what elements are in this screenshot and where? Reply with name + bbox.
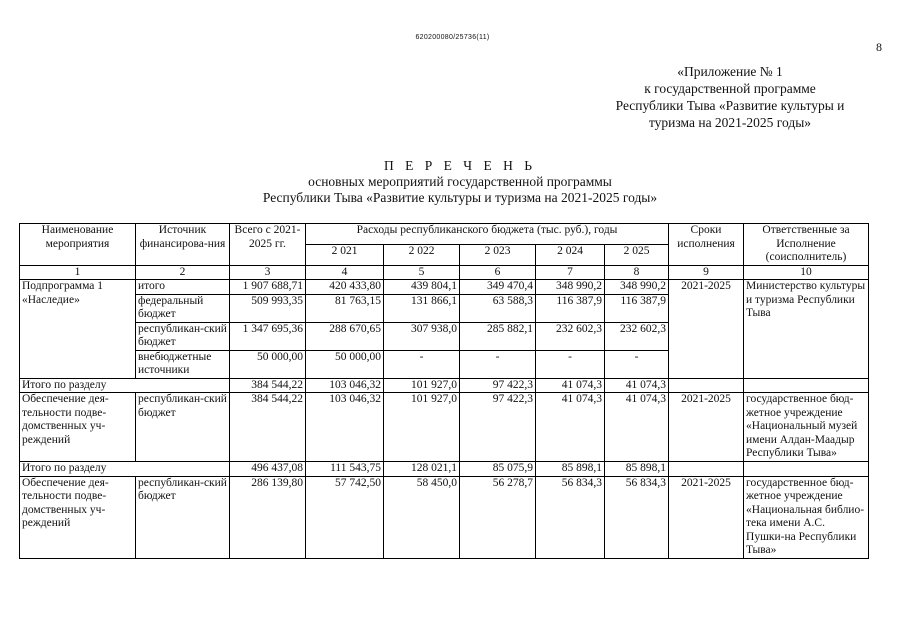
column-number: 5 xyxy=(384,265,460,280)
header-year: 2 021 xyxy=(306,244,384,265)
year-cell: 41 074,3 xyxy=(605,393,669,462)
responsible-cell xyxy=(744,462,869,477)
year-cell: 85 898,1 xyxy=(536,462,605,477)
measure-name: Обеспечение дея-тельности подве-домственных уч-реждений xyxy=(20,476,136,558)
responsible-cell xyxy=(744,378,869,393)
table-row xyxy=(20,476,869,558)
header-source: Источник финансирова-ния xyxy=(136,224,230,266)
column-number-row xyxy=(20,265,869,280)
total-cell: 1 907 688,71 xyxy=(230,280,306,295)
column-number: 9 xyxy=(669,265,744,280)
year-cell: 131 866,1 xyxy=(384,294,460,322)
year-cell: 288 670,65 xyxy=(306,322,384,350)
table-row xyxy=(20,280,869,295)
page-number: 8 xyxy=(876,40,882,54)
section-total-row xyxy=(20,462,869,477)
header-row xyxy=(20,224,869,245)
year-cell: 439 804,1 xyxy=(384,280,460,295)
header-total: Всего с 2021-2025 гг. xyxy=(230,224,306,266)
document-id: 620200080/25736(11) xyxy=(415,34,490,41)
table-row xyxy=(20,393,869,462)
year-cell: - xyxy=(605,350,669,378)
year-cell: 85 075,9 xyxy=(460,462,536,477)
document-title xyxy=(150,158,770,206)
appendix-line: туризма на 2021-2025 годы» xyxy=(648,115,812,130)
total-cell: 509 993,35 xyxy=(230,294,306,322)
year-cell: 56 834,3 xyxy=(605,476,669,558)
source-cell: итого xyxy=(136,280,230,295)
year-cell: - xyxy=(536,350,605,378)
year-cell: 349 470,4 xyxy=(460,280,536,295)
total-cell: 384 544,22 xyxy=(230,378,306,393)
year-cell: 41 074,3 xyxy=(605,378,669,393)
year-cell: 103 046,32 xyxy=(306,378,384,393)
year-cell: 128 021,1 xyxy=(384,462,460,477)
year-cell: - xyxy=(460,350,536,378)
responsible-cell: государственное бюд-жетное учреждение «Национальная библио-тека имени А.С. Пушки-на Республики Тыва» xyxy=(744,476,869,558)
header-year: 2 024 xyxy=(536,244,605,265)
header-year: 2 023 xyxy=(460,244,536,265)
term-cell: 2021-2025 xyxy=(669,280,744,379)
total-cell: 286 139,80 xyxy=(230,476,306,558)
column-number: 6 xyxy=(460,265,536,280)
column-number: 7 xyxy=(536,265,605,280)
year-cell: 101 927,0 xyxy=(384,378,460,393)
column-number: 8 xyxy=(605,265,669,280)
appendix-line: к государственной программе xyxy=(644,81,816,96)
term-cell: 2021-2025 xyxy=(669,476,744,558)
header-name: Наименование мероприятия xyxy=(20,224,136,266)
source-cell: внебюджетные источники xyxy=(136,350,230,378)
measures-table xyxy=(19,223,869,559)
year-cell: - xyxy=(384,350,460,378)
column-number: 1 xyxy=(20,265,136,280)
total-cell: 1 347 695,36 xyxy=(230,322,306,350)
column-number: 4 xyxy=(306,265,384,280)
year-cell: 56 834,3 xyxy=(536,476,605,558)
year-cell: 232 602,3 xyxy=(605,322,669,350)
year-cell: 348 990,2 xyxy=(605,280,669,295)
total-cell: 50 000,00 xyxy=(230,350,306,378)
year-cell: 307 938,0 xyxy=(384,322,460,350)
source-cell: республикан-ский бюджет xyxy=(136,322,230,350)
source-cell: республикан-ский бюджет xyxy=(136,476,230,558)
year-cell: 97 422,3 xyxy=(460,393,536,462)
title-line: основных мероприятий государственной программы xyxy=(308,174,612,189)
term-cell xyxy=(669,378,744,393)
source-cell: республикан-ский бюджет xyxy=(136,393,230,462)
responsible-cell: Министерство культуры и туризма Республики Тыва xyxy=(744,280,869,379)
year-cell: 103 046,32 xyxy=(306,393,384,462)
column-number: 3 xyxy=(230,265,306,280)
year-cell: 116 387,9 xyxy=(605,294,669,322)
total-cell: 384 544,22 xyxy=(230,393,306,462)
header-expenses: Расходы республиканского бюджета (тыс. руб.), годы xyxy=(306,224,669,245)
year-cell: 285 882,1 xyxy=(460,322,536,350)
year-cell: 97 422,3 xyxy=(460,378,536,393)
header-responsible: Ответственные за Исполнение (соисполнитель) xyxy=(744,224,869,266)
header-year: 2 022 xyxy=(384,244,460,265)
year-cell: 41 074,3 xyxy=(536,378,605,393)
year-cell: 85 898,1 xyxy=(605,462,669,477)
section-total-row xyxy=(20,378,869,393)
year-cell: 58 450,0 xyxy=(384,476,460,558)
appendix-line: Республики Тыва «Развитие культуры и xyxy=(615,98,845,113)
year-cell: 420 433,80 xyxy=(306,280,384,295)
total-cell: 496 437,08 xyxy=(230,462,306,477)
subprogram-name: Подпрограмма 1 «Наследие» xyxy=(20,280,136,379)
source-cell: федеральный бюджет xyxy=(136,294,230,322)
title-line: Республики Тыва «Развитие культуры и туризма на 2021-2025 годы» xyxy=(262,190,658,205)
header-year: 2 025 xyxy=(605,244,669,265)
section-total-label: Итого по разделу xyxy=(20,462,230,477)
title-line: П Е Р Е Ч Е Н Ь xyxy=(384,158,536,173)
measure-name: Обеспечение дея-тельности подве-домственных уч-реждений xyxy=(20,393,136,462)
year-cell: 56 278,7 xyxy=(460,476,536,558)
section-total-label: Итого по разделу xyxy=(20,378,230,393)
appendix-note xyxy=(560,63,900,131)
year-cell: 116 387,9 xyxy=(536,294,605,322)
year-cell: 348 990,2 xyxy=(536,280,605,295)
year-cell: 41 074,3 xyxy=(536,393,605,462)
term-cell xyxy=(669,462,744,477)
responsible-cell: государственное бюд-жетное учреждение «Национальный музей имени Алдан-Маадыр Республики Тыва» xyxy=(744,393,869,462)
year-cell: 111 543,75 xyxy=(306,462,384,477)
year-cell: 81 763,15 xyxy=(306,294,384,322)
year-cell: 50 000,00 xyxy=(306,350,384,378)
year-cell: 63 588,3 xyxy=(460,294,536,322)
column-number: 2 xyxy=(136,265,230,280)
year-cell: 232 602,3 xyxy=(536,322,605,350)
column-number: 10 xyxy=(744,265,869,280)
appendix-line: «Приложение № 1 xyxy=(677,64,783,79)
year-cell: 101 927,0 xyxy=(384,393,460,462)
term-cell: 2021-2025 xyxy=(669,393,744,462)
header-terms: Сроки исполнения xyxy=(669,224,744,266)
year-cell: 57 742,50 xyxy=(306,476,384,558)
